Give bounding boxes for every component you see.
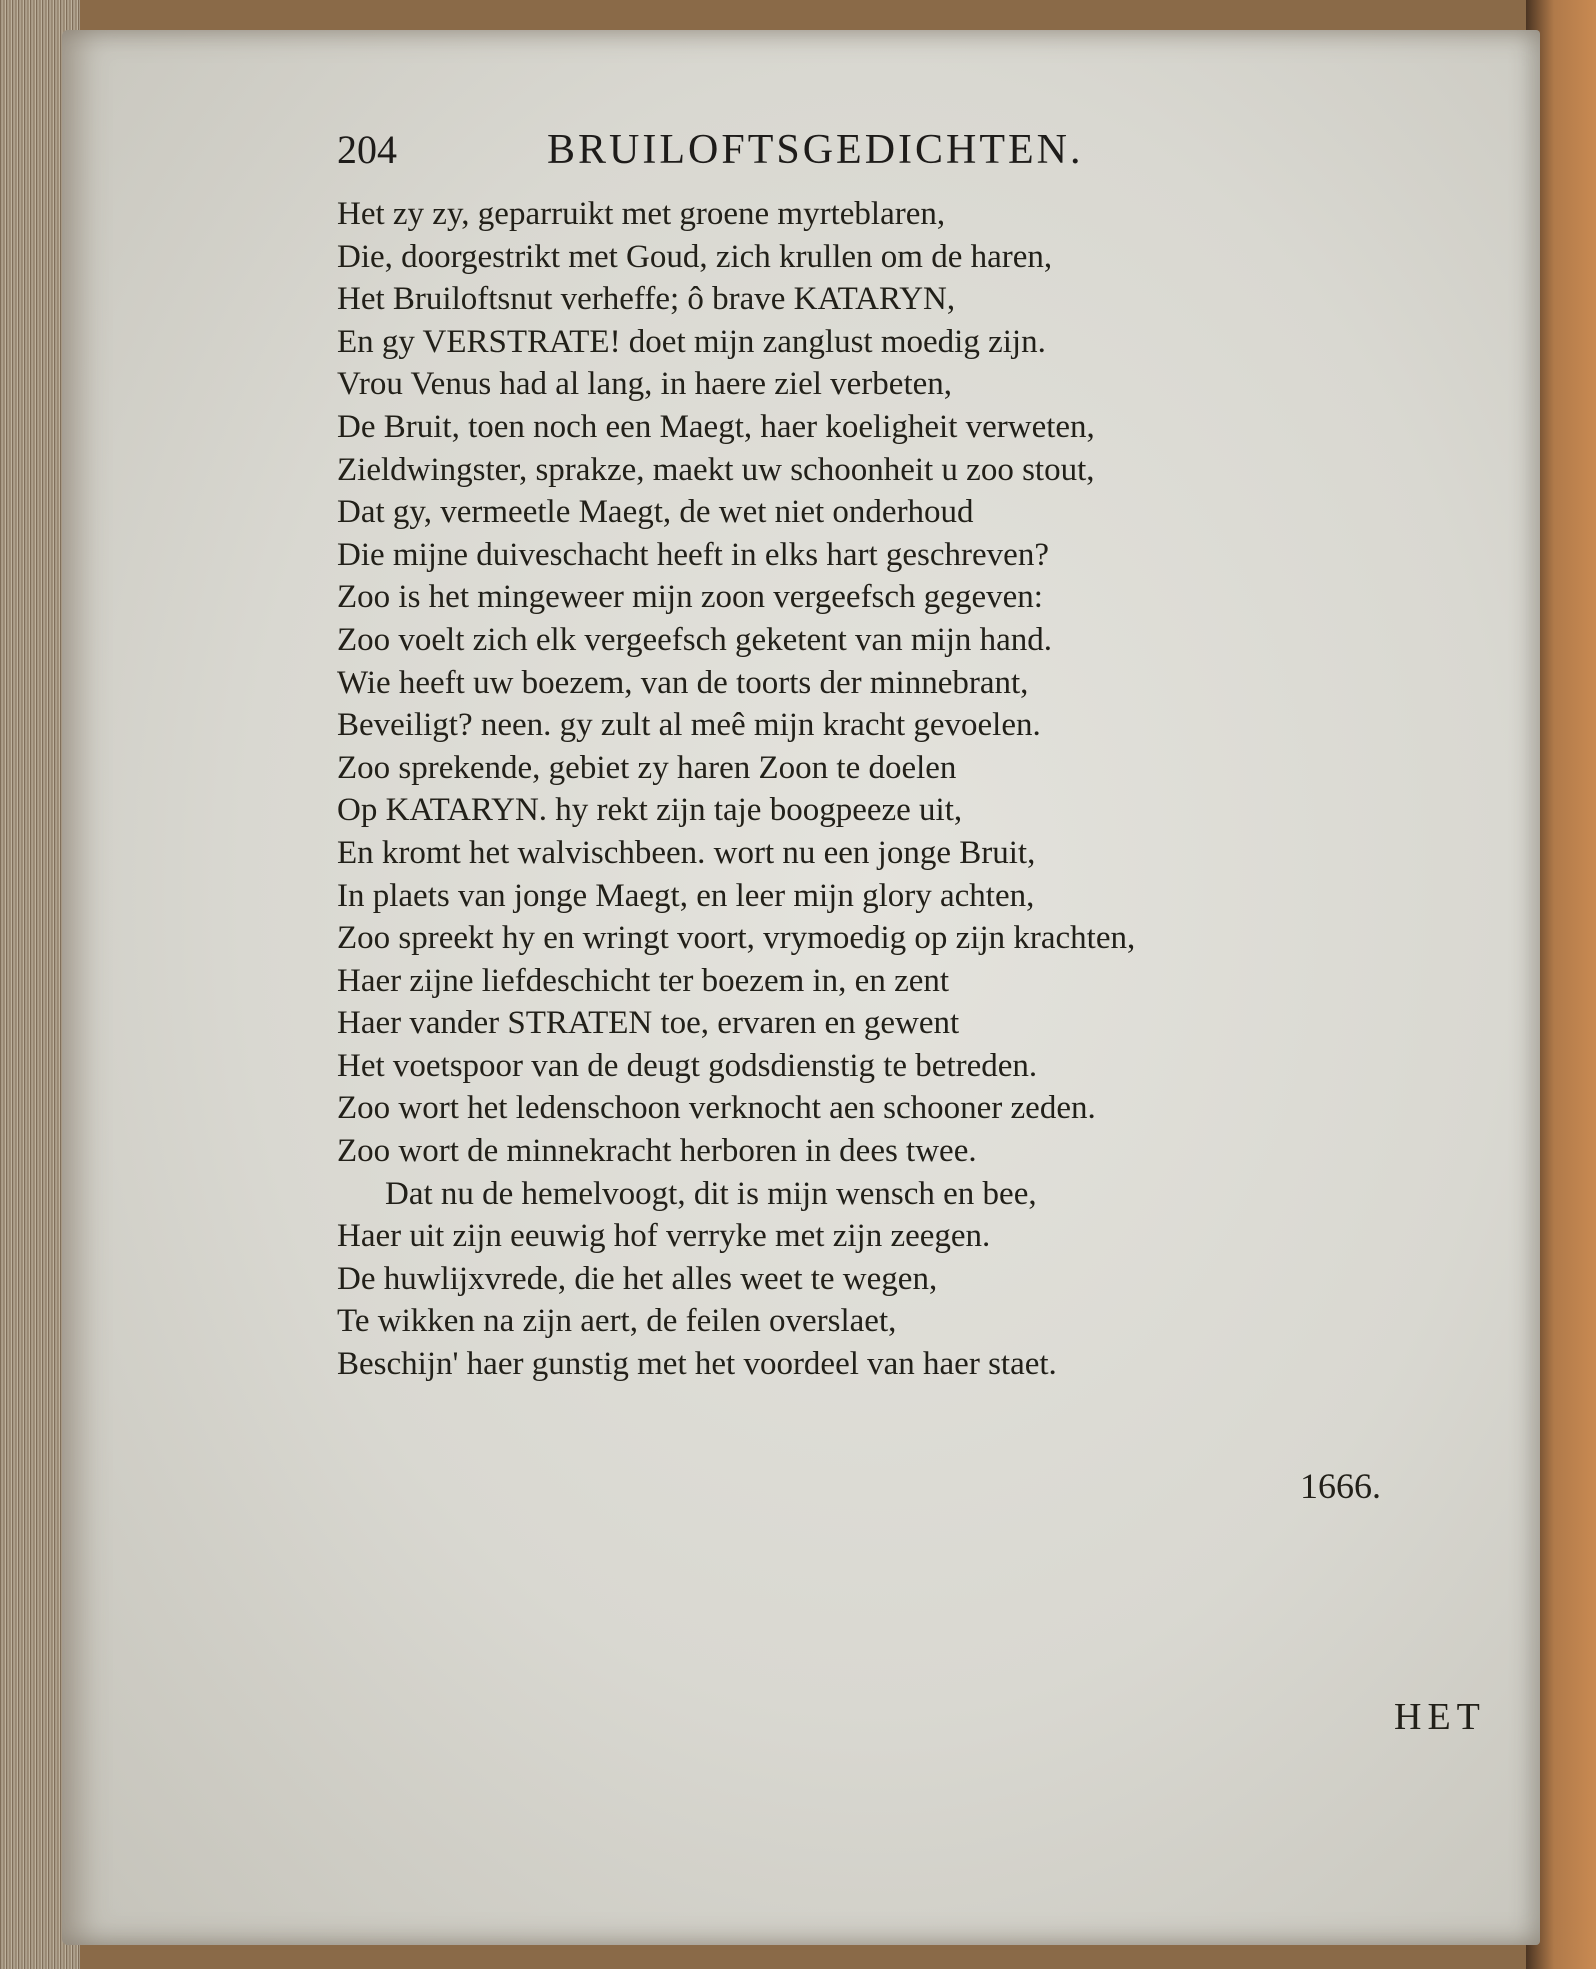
poem-line: Zoo spreekt hy en wringt voort, vrymoedig op zijn krachten, (337, 920, 1136, 957)
poem-line: Te wikken na zijn aert, de feilen overslaet, (337, 1303, 897, 1340)
poem-line: En gy VERSTRATE! doet mijn zanglust moedig zijn. (337, 323, 1046, 360)
poem-line: Haer zijne liefdeschicht ter boezem in, en zent (337, 962, 950, 999)
poem-line: Zoo sprekende, gebiet zy haren Zoon te doelen (337, 749, 957, 786)
poem-line: Zoo wort het ledenschoon verknocht aen schooner zeden. (337, 1090, 1096, 1127)
running-head: BRUILOFTSGEDICHTEN. (547, 127, 1084, 173)
poem-year: 1666. (1300, 1466, 1381, 1506)
poem-line: Het voetspoor van de deugt godsdienstig te betreden. (337, 1047, 1038, 1084)
poem-line: Het Bruiloftsnut verheffe; ô brave KATARYN, (337, 281, 956, 318)
page-header (62, 126, 1540, 186)
poem-text (337, 193, 1537, 1386)
page-number: 204 (337, 127, 397, 172)
poem-line: En kromt het walvischbeen. wort nu een jonge Bruit, (337, 834, 1036, 871)
poem-line: Die mijne duiveschacht heeft in elks hart geschreven? (337, 536, 1049, 573)
poem-line: Het zy zy, geparruikt met groene myrteblaren, (337, 196, 946, 232)
poem-line: Zoo voelt zich elk vergeefsch geketent van mijn hand. (337, 621, 1053, 658)
poem-line: Die, doorgestrikt met Goud, zich krullen om de haren, (337, 238, 1053, 275)
poem-line: Haer vander STRATEN toe, ervaren en gewent (337, 1005, 960, 1042)
catchword: HET (1394, 1696, 1486, 1738)
poem-line: Haer uit zijn eeuwig hof verryke met zijn zeegen. (337, 1218, 991, 1255)
poem-line: Dat gy, vermeetle Maegt, de wet niet onderhoud (337, 494, 974, 531)
poem-line: Beschijn' haer gunstig met het voordeel van haer staet. (337, 1346, 1057, 1383)
poem-line: Dat nu de hemelvoogt, dit is mijn wensch en bee, (385, 1175, 1037, 1212)
poem-line: De Bruit, toen noch een Maegt, haer koeligheit verweten, (337, 408, 1095, 445)
book-page (62, 30, 1540, 1945)
poem-line: Zoo is het mingeweer mijn zoon vergeefsch gegeven: (337, 579, 1043, 616)
poem-line: Op KATARYN. hy rekt zijn taje boogpeeze uit, (337, 792, 963, 829)
poem-line: Vrou Venus had al lang, in haere ziel verbeten, (337, 366, 953, 403)
poem-line: Zieldwingster, sprakze, maekt uw schoonheit u zoo stout, (337, 451, 1095, 488)
poem-line: In plaets van jonge Maegt, en leer mijn glory achten, (337, 877, 1035, 914)
poem-line: Wie heeft uw boezem, van de toorts der minnebrant, (337, 664, 1029, 701)
poem-line: Zoo wort de minnekracht herboren in dees twee. (337, 1133, 977, 1170)
poem-line: Beveiligt? neen. gy zult al meê mijn kracht gevoelen. (337, 707, 1041, 744)
poem-line: De huwlijxvrede, die het alles weet te wegen, (337, 1260, 938, 1297)
